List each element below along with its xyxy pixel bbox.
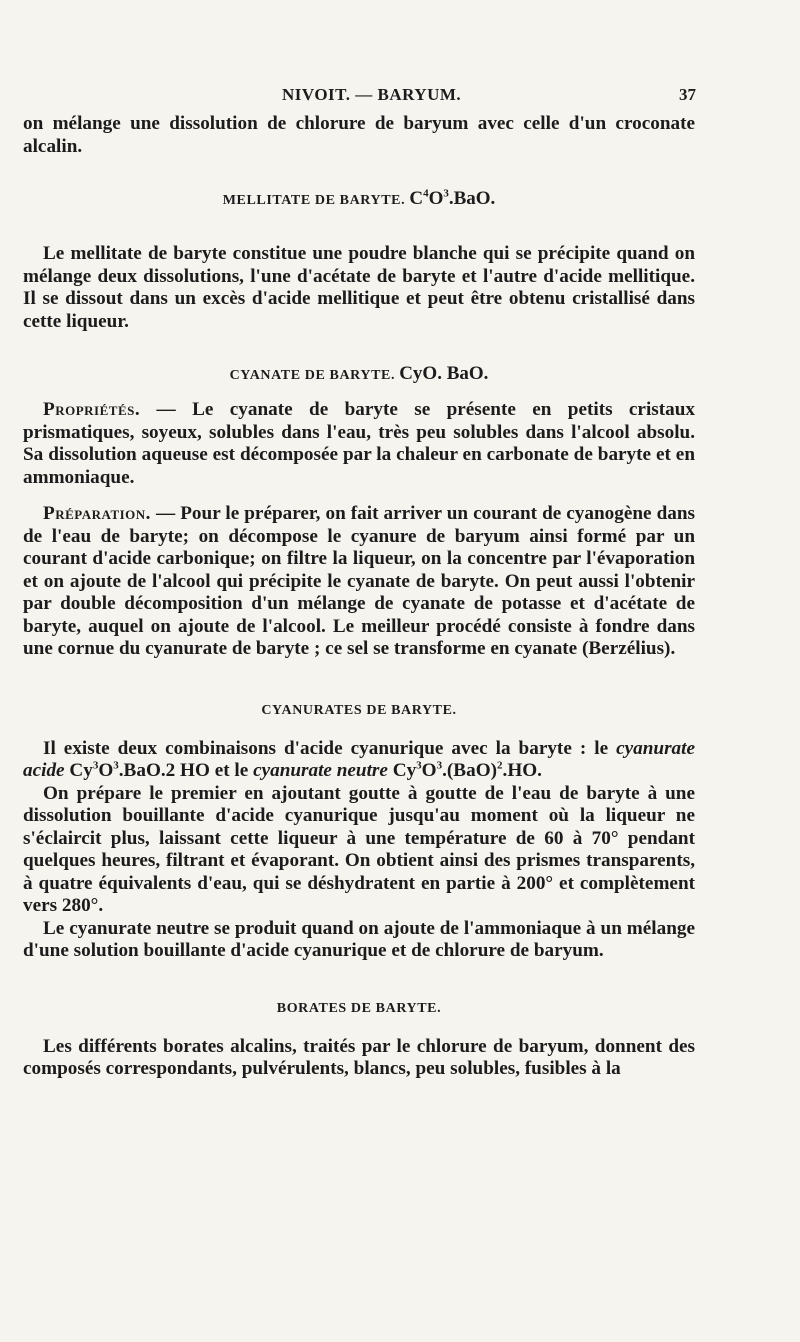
formula-cyanate: CyO. BaO. [399, 363, 489, 384]
term-cyanurate-neutre: cyanurate neutre [253, 760, 388, 781]
paragraph-cyanate-properties [23, 399, 695, 489]
text-preparation: — Pour le préparer, on fait arriver un courant de cyanogène dans de l'eau de baryte; on décompose le cyanure de baryum ainsi formé par un courant d'acide carbonique; on filtre la liqueur, on la concentre par l'évaporation et on ajoute de l'alcool qui précipite le cyanate de baryte. On peut aussi l'obtenir par double décomposition d'un mélange de cyanate de potasse et d'acétate de baryte, auquel on ajoute de l'alcool. Le meilleur procédé consiste à fondre dans une cornue du cyanurate de baryte ; ce sel se transforme en cyanate (Berzélius). [23, 503, 695, 659]
paragraph-cyanurates-acid-preparation: On prépare le premier en ajoutant goutte à goutte de l'eau de baryte à une dissolution bouillante d'acide cyanurique jusqu'au moment où la liqueur ne s'éclaircit plus, laissant cette liqueur à une température de 60 à 70° pendant quelques heures, filtrant et évaporant. On obtient ainsi des prismes transparents, à quatre équivalents d'eau, qui se déshydratent en partie à 200° et complètement vers 280°. [23, 782, 695, 916]
formula-cyanurate-acide: $Cy^3O^3.BaO.2$ HO [69, 759, 210, 781]
term-cyanurate-acide: cyanurate acide [23, 737, 695, 781]
heading-mellitate [23, 188, 695, 212]
heading-borates: BORATES DE BARYTE. [276, 1000, 442, 1016]
paragraph-borates: Les différents borates alcalins, traités par le chlorure de baryum, donnent des composés correspondants, pulvérulents, blancs, peu solubles, fusibles à la [23, 1035, 695, 1079]
page-body [23, 113, 695, 1081]
page-header [0, 85, 800, 109]
paragraph-cyanate-preparation [23, 503, 695, 661]
running-head: NIVOIT. — BARYUM. [282, 85, 462, 104]
paragraph-mellitate: Le mellitate de baryte constitue une poudre blanche qui se précipite quand on mélange deux dissolutions, l'une d'acétate de baryte et l'autre d'acide mellitique. Il se dissout dans un excès d'acide mellitique et peut être obtenu cristallisé dans cette liqueur. [23, 243, 695, 332]
continued-paragraph: on mélange une dissolution de chlorure de baryum avec celle d'un croconate alcalin. [23, 113, 695, 157]
text-proprietes: — Le cyanate de baryte se présente en petits cristaux prismatiques, soyeux, solubles dans l'eau, très peu solubles dans l'alcool absolu. Sa dissolution aqueuse est décomposée par la chaleur en carbonate de baryte et en ammoniaque. [23, 399, 695, 488]
heading-cyanate [23, 363, 695, 387]
heading-mellitate-title: MELLITATE DE BARYTE. [222, 193, 406, 208]
lead-proprietes: Propriétés. [43, 399, 141, 420]
page-number: 37 [679, 85, 696, 104]
lead-preparation: Préparation. [43, 503, 151, 524]
heading-cyanate-title: CYANATE DE BARYTE. [229, 368, 396, 383]
heading-cyanurates: CYANURATES DE BARYTE. [261, 702, 457, 718]
formula-cyanurate-neutre: $Cy^3O^3.(BaO)^2.HO$. [392, 759, 542, 781]
paragraph-cyanurates-intro: Il existe deux combinaisons d'acide cyanurique avec la baryte : le cyanurate acide $Cy^3O^3.BaO.2$ HO et le cyanurate neutre $Cy^3O^3.(BaO)^2.HO$. [23, 737, 695, 781]
formula-mellitate: $C^4O^3.BaO$. [409, 187, 496, 209]
paragraph-cyanurates-neutral: Le cyanurate neutre se produit quand on ajoute de l'ammoniaque à un mélange d'une solution bouillante d'acide cyanurique et de chlorure de baryum. [23, 917, 695, 961]
